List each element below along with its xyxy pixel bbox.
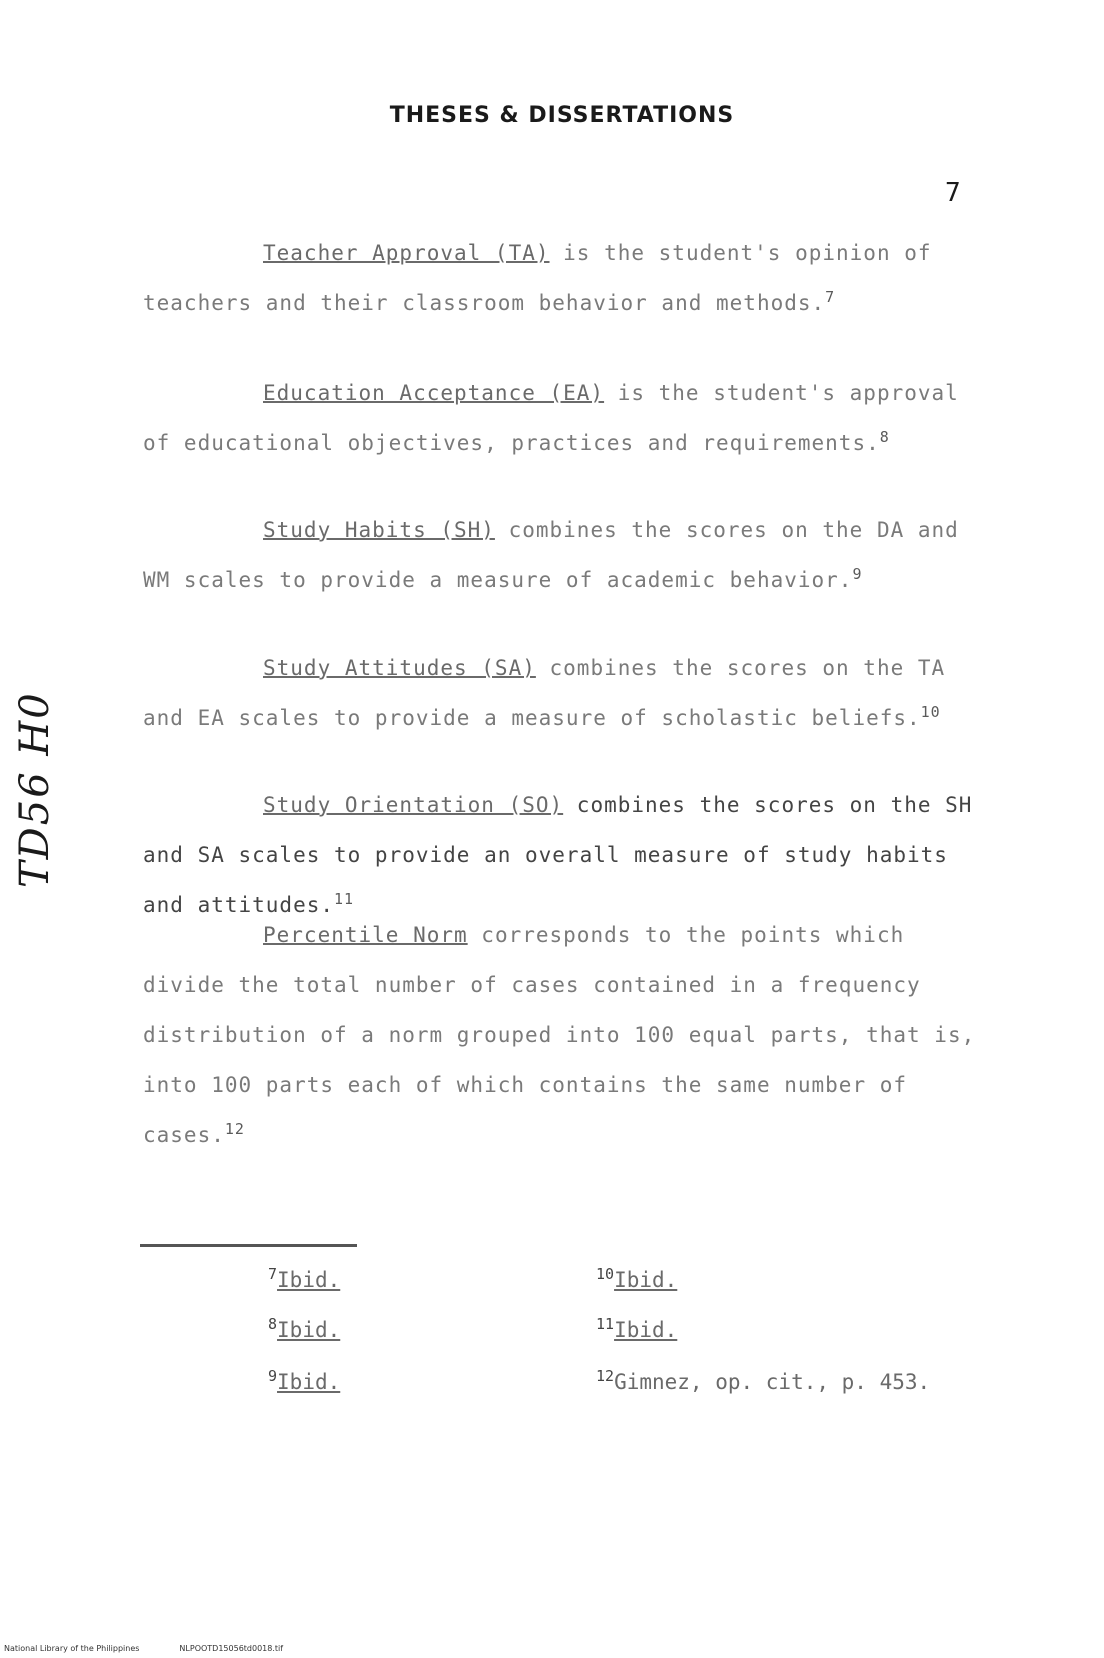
- footnote-reference: 10: [920, 703, 941, 721]
- footnote: $^{12}$Gimnez, op. cit., p. 453.: [596, 1367, 931, 1394]
- definition-term: Teacher Approval (TA): [263, 241, 550, 265]
- definition-paragraph: Teacher Approval (TA) is the student's opinion of teachers and their classroom behavior and methods.$^7$: [143, 241, 932, 315]
- definition-term: Study Attitudes (SA): [263, 656, 536, 680]
- footnote-reference: 7: [825, 288, 836, 306]
- footnote-reference: 11: [334, 890, 355, 908]
- definition-term: Percentile Norm: [263, 923, 468, 947]
- definition-term: Education Acceptance (EA): [263, 381, 605, 405]
- footnote-reference: 12: [224, 1120, 245, 1138]
- theses-dissertations-stamp: THESES & DISSERTATIONS: [389, 103, 735, 128]
- page-number: 7: [945, 178, 961, 208]
- scan-footer: [4, 1644, 283, 1653]
- definition-term: Study Orientation (SO): [263, 793, 564, 817]
- margin-handwritten-note: TD56 H0: [12, 691, 58, 888]
- footnote: $^7$Ibid.: [268, 1265, 341, 1292]
- definition-paragraph: Study Attitudes (SA) combines the scores on the TA and EA scales to provide a measure of scholastic beliefs.$^{10}$: [143, 656, 946, 730]
- footnote: $^9$Ibid.: [268, 1367, 341, 1394]
- definition-paragraph: Study Habits (SH) combines the scores on the DA and WM scales to provide a measure of academic behavior.$^9$: [143, 518, 959, 592]
- footnote-reference: 9: [852, 565, 863, 583]
- footnote: $^{10}$Ibid.: [596, 1265, 678, 1292]
- footer-filename: NLPOOTD15056td0018.tif: [179, 1644, 284, 1653]
- definition-paragraph: Study Orientation (SO) combines the scores on the SH and SA scales to provide an overall measure of study habits and attitudes.$^{11}$: [143, 793, 973, 917]
- footnote: $^8$Ibid.: [268, 1315, 341, 1342]
- footnote-divider: [140, 1244, 357, 1247]
- footer-library: National Library of the Philippines: [4, 1644, 140, 1653]
- definition-paragraph: Education Acceptance (EA) is the student's approval of educational objectives, practices and requirements.$^8$: [143, 381, 959, 455]
- definition-term: Study Habits (SH): [263, 518, 495, 542]
- footnote: $^{11}$Ibid.: [596, 1315, 678, 1342]
- definition-paragraph: Percentile Norm corresponds to the points which divide the total number of cases contained in a frequency distribution of a norm grouped into 100 equal parts, that is, into 100 parts each of which contains the same number of cases.$^{12}$: [143, 923, 976, 1147]
- footnote-reference: 8: [879, 428, 890, 446]
